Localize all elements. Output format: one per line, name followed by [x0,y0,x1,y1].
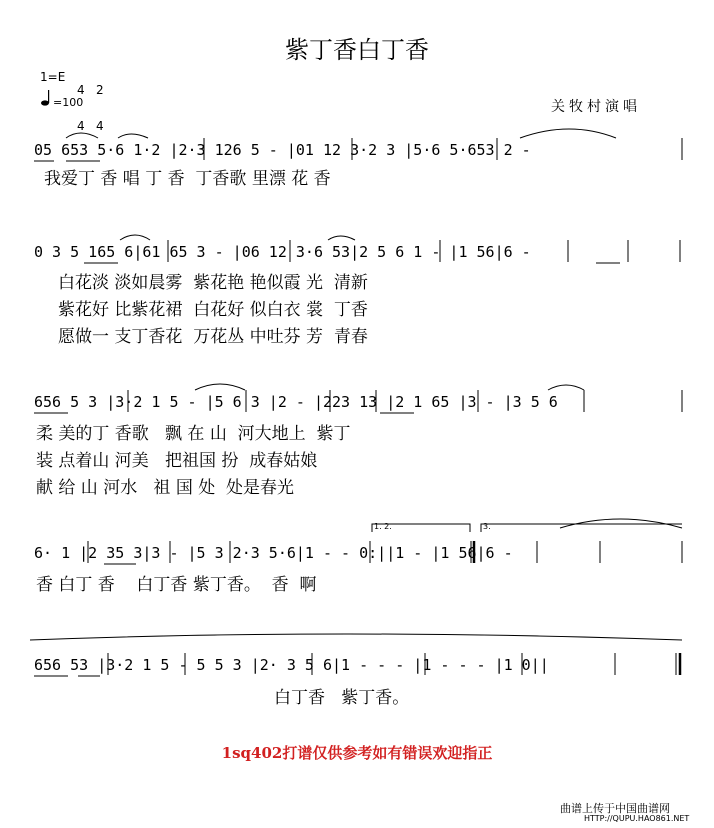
key-signature: 1=E [40,70,66,84]
notation-line-5: 656 53 |3·2 1 5 - 5 5 3 |2· 3 5 6|1 - - - |1 - - - |1 0|| [34,656,549,674]
notation-line-3: 656 5 3 |3·2 1 5 - |5 6 3 |2 - |223 13 |2 1 65 |3 - |3 5 6 [34,393,558,411]
lyric-line-5: 白丁香 紫丁香。 [274,688,410,708]
notation-line-2: 0 3 5 165 6|61 65 3 - |06 12 3·6 53|2 5 6 1 - |1 56|6 - [34,243,531,261]
lyric-line-2-verse-2: 紫花好 比紫花裙 白花好 似白衣 裳 丁香 [58,300,368,320]
source-site-label: 曲谱上传于中国曲谱网 [560,802,670,815]
transcriber-note: 1sq402打谱仅供参考如有错误欢迎指正 [221,744,493,762]
notation-line-1: 05 653 5·6 1·2 |2·3 126 5 - |01 12 3·2 3 |5·6 5·653 2 - [34,141,531,159]
meter-top: 4 [77,83,85,97]
volta-third-ending: 3. [483,522,491,531]
lyric-line-3-verse-3: 献 给 山 河水 祖 国 处 处是春光 [36,478,295,498]
meter-top: 2 [96,83,104,97]
lyric-line-3-verse-2: 装 点着山 河美 把祖国 扮 成春姑娘 [36,451,318,471]
lyric-line-2-verse-1: 白花淡 淡如晨雾 紫花艳 艳似霞 光 清新 [58,273,368,293]
tempo-marking: =100 [53,96,84,109]
performer: 关牧村演唱 [551,99,641,115]
lyric-line-1: 我爱丁 香 唱 丁 香 丁香歌 里漂 花 香 [44,169,331,189]
page-title: 紫丁香白丁香 [285,36,429,64]
lyric-line-2-verse-3: 愿做一 支丁香花 万花丛 中吐芬 芳 青春 [58,327,368,347]
meter-bottom: 4 [77,119,85,133]
lyric-line-4: 香 白丁 香 白丁香 紫丁香。 香 啊 [36,575,317,595]
volta-first-ending: 1. 2. [374,522,392,531]
notation-line-4: 6· 1 |2 35 3|3 - |5 3 2·3 5·6|1 - - 0:||1 - |1 56|6 - [34,544,513,562]
source-site-url: HTTP://QUPU.HAO861.NET [584,814,690,823]
meter-bottom: 4 [96,119,104,133]
lyric-line-3-verse-1: 柔 美的丁 香歌 飘 在 山 河大地上 紫丁 [36,424,351,444]
